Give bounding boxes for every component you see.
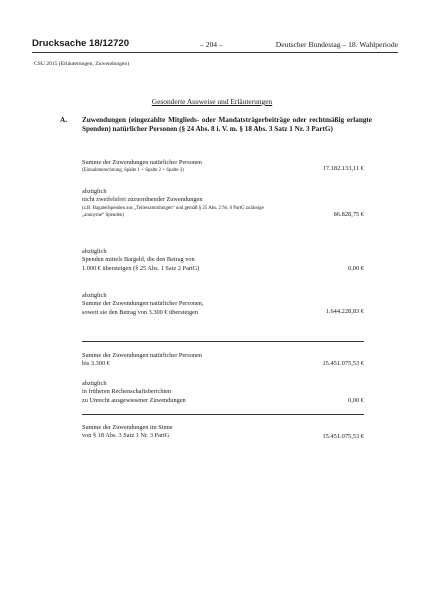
item-amount: 1.644.228,83 € xyxy=(325,308,364,315)
item-text: Summe der Zuwendungen natürlicher Personen xyxy=(82,352,202,359)
section-title: Gesonderte Ausweise und Erläuterungen xyxy=(151,97,273,106)
publisher-line: Deutscher Bundestag – 18. Wahlperiode xyxy=(275,40,398,49)
list-item xyxy=(82,188,277,219)
item-text: 1.000 € übersteigen (§ 25 Abs. 1 Satz 2 PartG) xyxy=(82,264,200,272)
item-amount: 0,00 € xyxy=(348,397,364,404)
item-text: abzüglich xyxy=(82,248,107,255)
list-item xyxy=(82,292,277,317)
item-amount: 17.182.133,11 € xyxy=(322,165,364,172)
item-text: zu Unrecht ausgewiesener Zuwendungen xyxy=(82,396,186,404)
item-text: abzüglich xyxy=(82,380,107,387)
item-text: Summe der Zuwendungen natürlicher Personen, xyxy=(82,300,204,308)
running-head: CSU 2015 (Erläuterungen, Zuwendungen) xyxy=(34,61,130,67)
list-item xyxy=(82,424,277,441)
page-number: – 204 – xyxy=(200,40,223,49)
total-rule xyxy=(82,414,364,415)
item-text: Summe der Zuwendungen natürlicher Personen xyxy=(82,159,202,166)
item-text: bis 3.300 € xyxy=(82,360,110,368)
item-text: abzüglich xyxy=(82,188,107,195)
document-number xyxy=(32,38,129,49)
header-rule xyxy=(32,52,398,53)
item-text: in früheren Rechenschaftsberichten xyxy=(82,388,172,396)
list-item xyxy=(82,352,277,369)
item-note: (Einnahmerechnung, Spalte 1 + Spalte 2 + Spalte 3) xyxy=(82,168,184,174)
list-item xyxy=(82,159,277,174)
item-text: Summe der Zuwendungen im Sinne xyxy=(82,424,173,431)
item-text: soweit sie den Betrag von 3.300 € übersteigen xyxy=(82,308,199,316)
section-heading: Zuwendungen (eingezahlte Mitglieds- oder Mandatsträgerbeiträge oder rechtmäßig erlangte Spenden) natürlicher Personen (§ 24 Abs. 8 i. V. m. § 18 Abs. 3 Satz 1 Nr. 3 PartG) xyxy=(82,116,372,134)
item-note: (z.B. Bagatellspenden aus „Tellersammlungen“ und gemäß § 25 Abs. 2 Nr. 6 PartG zulässige „anonyme“ Spenden) xyxy=(82,205,264,218)
item-amount: 0,00 € xyxy=(348,265,364,272)
list-item xyxy=(82,248,277,273)
document-label: Drucksache 18/ xyxy=(32,38,103,49)
subtotal-rule xyxy=(82,341,364,342)
item-amount: 15.451.075,53 € xyxy=(322,433,364,440)
item-text: Spenden mittels Bargeld, die den Betrag von xyxy=(82,256,195,264)
item-amount: 15.451.075,53 € xyxy=(322,360,364,367)
list-item xyxy=(82,380,277,405)
item-text: nicht zweifelsfrei zuzuordnender Zuwendungen xyxy=(82,196,203,204)
document-number-value: 12720 xyxy=(102,38,130,49)
item-amount: 86.828,75 € xyxy=(333,211,364,218)
item-text: von § 18 Abs. 3 Satz 1 Nr. 3 PartG xyxy=(82,432,170,440)
item-text: abzüglich xyxy=(82,292,107,299)
section-mark: A. xyxy=(60,116,67,124)
